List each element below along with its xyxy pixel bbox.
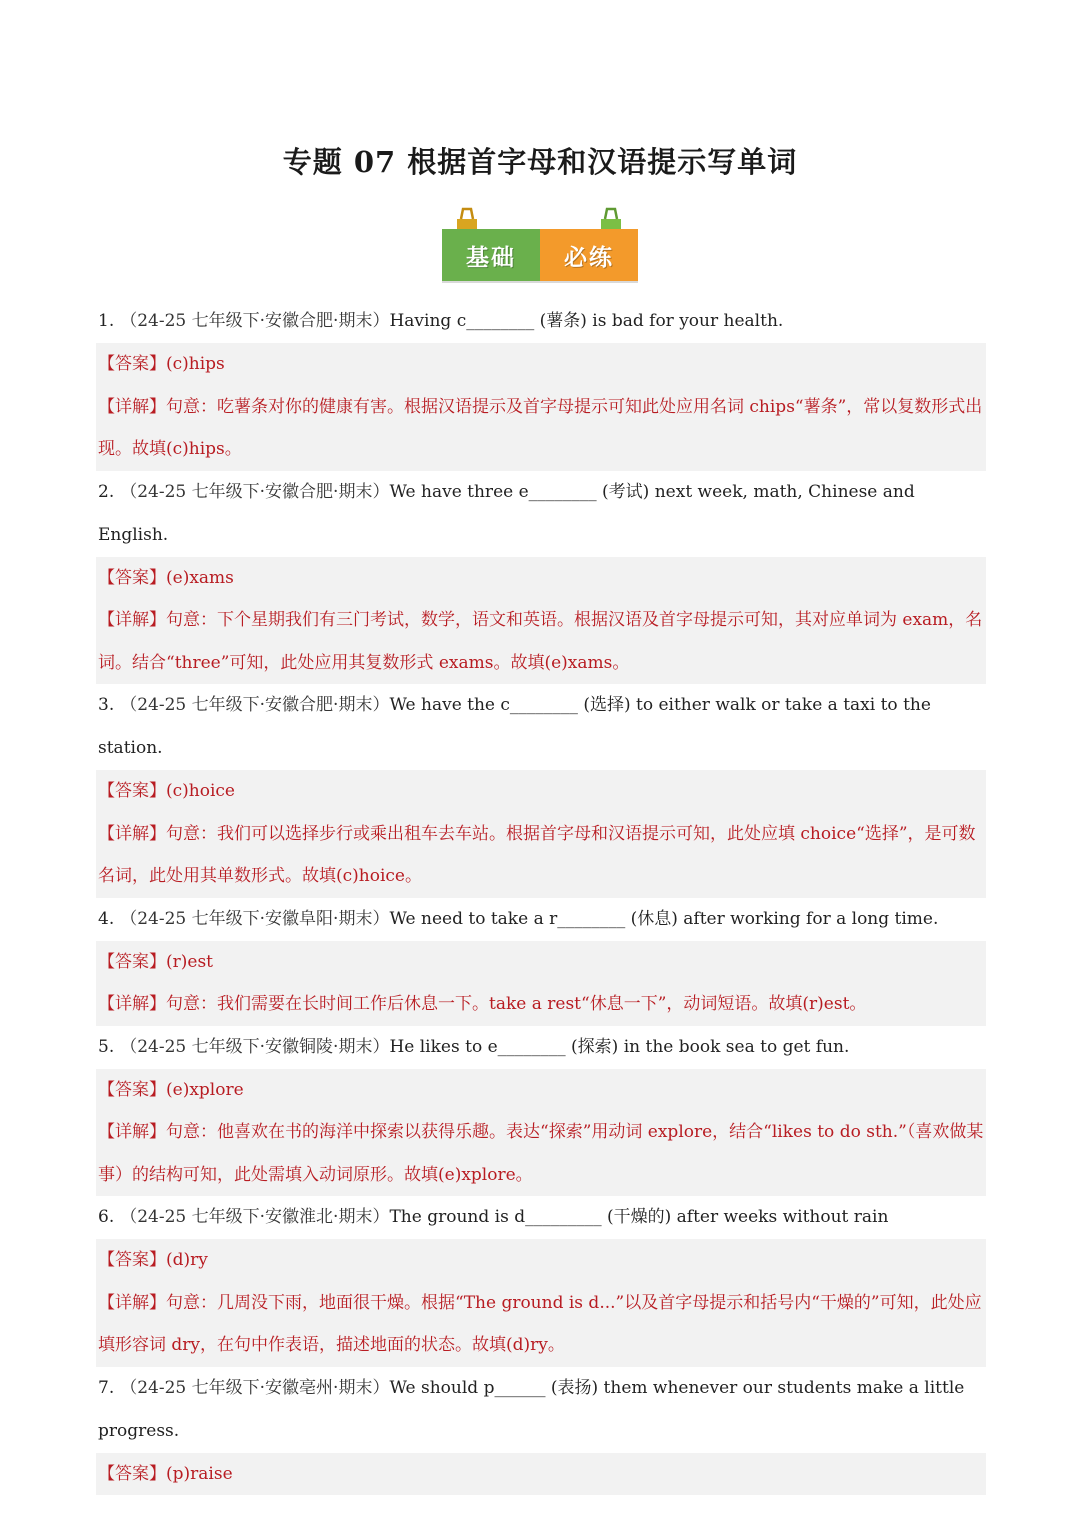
question-number: 7. bbox=[98, 1377, 115, 1398]
answer-block bbox=[96, 941, 986, 1026]
answer-tag: 【答案】 bbox=[98, 354, 166, 374]
answer-block bbox=[96, 1069, 986, 1197]
answer-text: (c)hoice bbox=[166, 781, 235, 801]
detail-tag: 【详解】 bbox=[98, 823, 166, 844]
detail-text: 句意：他喜欢在书的海洋中探索以获得乐趣。表达“探索”用动词 explore，结合“likes to do sth.”（喜欢做某事）的结构可知，此处需填入动词原形。故填(e)xplore。 bbox=[98, 1122, 984, 1185]
detail-text: 句意：我们可以选择步行或乘出租车去车站。根据首字母和汉语提示可知，此处应填 choice“选择”，是可数名词，此处用其单数形式。故填(c)hoice。 bbox=[98, 823, 976, 886]
question-number: 3. bbox=[98, 695, 115, 715]
question-source: （24-25 七年级下·安徽铜陵·期末） bbox=[120, 1036, 390, 1057]
answer-tag: 【答案】 bbox=[98, 951, 166, 972]
answer-text: (r)est bbox=[166, 951, 214, 972]
question-source: （24-25 七年级下·安徽淮北·期末） bbox=[120, 1207, 390, 1227]
question-item bbox=[96, 1367, 986, 1453]
section-badge bbox=[442, 205, 638, 281]
answer-tag: 【答案】 bbox=[98, 1079, 166, 1100]
page-title: 专题 07 根据首字母和汉语提示写单词 bbox=[282, 145, 798, 179]
question-item bbox=[96, 898, 986, 941]
answer-tag: 【答案】 bbox=[98, 781, 166, 801]
answer-block bbox=[96, 1453, 986, 1496]
question-source: （24-25 七年级下·安徽阜阳·期末） bbox=[120, 908, 390, 929]
question-number: 1. bbox=[98, 311, 115, 331]
answer-block bbox=[96, 770, 986, 898]
question-item bbox=[96, 300, 986, 343]
answer-text: (c)hips bbox=[166, 354, 225, 374]
detail-text: 句意：下个星期我们有三门考试，数学，语文和英语。根据汉语及首字母提示可知，其对应单词为 exam，名词。结合“three”可知，此处应用其复数形式 exams。故填(e)xams。 bbox=[98, 610, 983, 673]
answer-block bbox=[96, 343, 986, 471]
question-number: 6. bbox=[98, 1207, 115, 1227]
answer-block bbox=[96, 1239, 986, 1367]
question-source: （24-25 七年级下·安徽合肥·期末） bbox=[120, 695, 390, 715]
answer-text: (d)ry bbox=[166, 1250, 208, 1270]
question-source: （24-25 七年级下·安徽合肥·期末） bbox=[120, 481, 390, 502]
question-text: Having c________ (薯条) is bad for your health. bbox=[389, 311, 784, 331]
answer-tag: 【答案】 bbox=[98, 1463, 166, 1484]
answer-tag: 【答案】 bbox=[98, 567, 166, 588]
detail-text: 句意：吃薯条对你的健康有害。根据汉语提示及首字母提示可知此处应用名词 chips“薯条”，常以复数形式出现。故填(c)hips。 bbox=[98, 396, 983, 459]
question-number: 4. bbox=[98, 908, 115, 929]
detail-tag: 【详解】 bbox=[98, 610, 166, 630]
question-item bbox=[96, 1196, 986, 1239]
detail-tag: 【详解】 bbox=[98, 1292, 166, 1313]
detail-text: 句意：我们需要在长时间工作后休息一下。take a rest“休息一下”，动词短语。故填(r)est。 bbox=[166, 994, 867, 1014]
badge-left-label: 基础 bbox=[442, 229, 540, 281]
question-number: 2. bbox=[98, 481, 115, 502]
answer-text: (e)xams bbox=[166, 567, 234, 588]
question-source: （24-25 七年级下·安徽亳州·期末） bbox=[120, 1377, 390, 1398]
detail-tag: 【详解】 bbox=[98, 396, 166, 417]
question-text: The ground is d_________ (干燥的) after weeks without rain bbox=[389, 1207, 889, 1227]
question-number: 5. bbox=[98, 1036, 115, 1057]
detail-tag: 【详解】 bbox=[98, 994, 166, 1014]
answer-block bbox=[96, 557, 986, 685]
question-text: We should p______ (表扬) them whenever our students make a little progress. bbox=[98, 1377, 965, 1441]
question-text: We have the c________ (选择) to either walk or take a taxi to the station. bbox=[98, 695, 931, 758]
question-source: （24-25 七年级下·安徽合肥·期末） bbox=[120, 311, 390, 331]
answer-text: (e)xplore bbox=[166, 1079, 244, 1100]
badge-right-label: 必练 bbox=[540, 229, 638, 281]
question-item bbox=[96, 684, 986, 770]
question-item bbox=[96, 1026, 986, 1069]
answer-text: (p)raise bbox=[166, 1463, 233, 1484]
answer-tag: 【答案】 bbox=[98, 1250, 166, 1270]
exercise-list bbox=[96, 300, 986, 1495]
question-item bbox=[96, 471, 986, 557]
detail-text: 句意：几周没下雨，地面很干燥。根据“The ground is d...”以及首字母提示和括号内“干燥的”可知，此处应填形容词 dry，在句中作表语，描述地面的状态。故填(d)ry。 bbox=[98, 1292, 982, 1355]
question-text: He likes to e________ (探索) in the book sea to get fun. bbox=[389, 1036, 850, 1057]
question-text: We need to take a r________ (休息) after working for a long time. bbox=[389, 908, 939, 929]
question-text: We have three e________ (考试) next week, math, Chinese and English. bbox=[98, 481, 915, 545]
detail-tag: 【详解】 bbox=[98, 1122, 166, 1142]
